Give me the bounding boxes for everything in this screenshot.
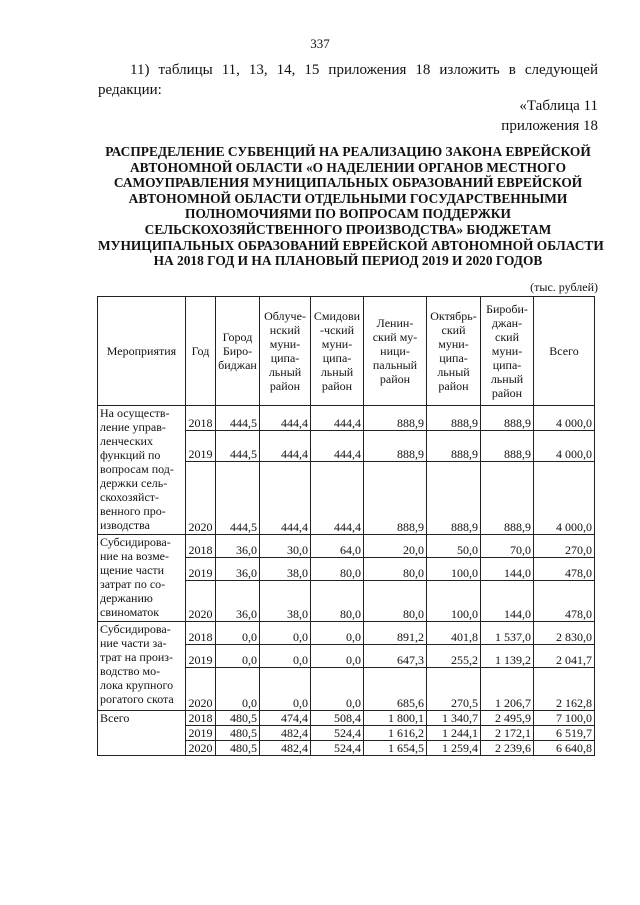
header-smidovichsky: Смидови -чский муни-ципа-льный район [311,297,364,406]
value-cell: 0,0 [260,622,311,645]
header-oktyabrsky: Октябрь-ский муни-ципа-льный район [427,297,481,406]
value-cell: 685,6 [364,668,427,711]
value-cell: 480,5 [216,711,260,726]
header-obluchensky: Облуче-нский муни-ципа-льный район [260,297,311,406]
value-cell: 38,0 [260,558,311,581]
value-cell: 444,4 [311,406,364,431]
value-cell: 1 616,2 [364,726,427,741]
table-row [98,711,595,726]
paragraph-line-2: редакции: [98,82,162,98]
value-cell: 444,4 [311,431,364,462]
table-reference-line-1: «Таблица 11 [519,98,598,114]
year-cell: 2019 [186,645,216,668]
measure-label: Всего [98,711,186,756]
value-cell: 50,0 [427,535,481,558]
value-cell: 30,0 [260,535,311,558]
value-cell: 64,0 [311,535,364,558]
value-cell: 647,3 [364,645,427,668]
value-cell: 524,4 [311,741,364,756]
year-cell: 2020 [186,668,216,711]
header-total: Всего [534,297,595,406]
value-cell: 0,0 [311,668,364,711]
year-cell: 2020 [186,462,216,535]
title-line: НА 2018 ГОД И НА ПЛАНОВЫЙ ПЕРИОД 2019 И 2020 ГОДОВ [153,253,543,269]
value-cell: 36,0 [216,581,260,622]
value-cell: 255,2 [427,645,481,668]
title-line: СЕЛЬСКОХОЗЯЙСТВЕННОГО ПРОИЗВОДСТВА» БЮДЖЕТАМ [144,221,552,237]
value-cell: 888,9 [427,431,481,462]
year-cell: 2018 [186,711,216,726]
value-cell: 80,0 [364,558,427,581]
page-number: 337 [310,36,330,51]
table-row [98,406,595,431]
value-cell: 888,9 [427,462,481,535]
total-cell: 2 830,0 [534,622,595,645]
value-cell: 0,0 [216,668,260,711]
title-line: МУНИЦИПАЛЬНЫХ ОБРАЗОВАНИЙ ЕВРЕЙСКОЙ АВТОНОМНОЙ ОБЛАСТИ [98,237,604,253]
value-cell: 888,9 [481,406,534,431]
title-line: САМОУПРАВЛЕНИЯ МУНИЦИПАЛЬНЫХ ОБРАЗОВАНИЙ ЕВРЕЙСКОЙ [113,175,583,191]
document-title [98,144,604,269]
value-cell: 482,4 [260,726,311,741]
value-cell: 1 206,7 [481,668,534,711]
value-cell: 1 244,1 [427,726,481,741]
value-cell: 144,0 [481,581,534,622]
measure-label: Субсидирова-ние части за-трат на произ-водство мо-лока крупного рогатого скота [98,622,186,711]
total-cell: 7 100,0 [534,711,595,726]
value-cell: 1 340,7 [427,711,481,726]
value-cell: 38,0 [260,581,311,622]
value-cell: 80,0 [311,558,364,581]
value-cell: 100,0 [427,558,481,581]
table-reference [501,96,598,136]
value-cell: 524,4 [311,726,364,741]
value-cell: 480,5 [216,726,260,741]
table-row [98,622,595,645]
title-line: ПОЛНОМОЧИЯМИ ПО ВОПРОСАМ ПОДДЕРЖКИ [185,206,511,222]
subventions-table [97,296,595,756]
value-cell: 20,0 [364,535,427,558]
value-cell: 888,9 [364,431,427,462]
total-cell: 6 640,8 [534,741,595,756]
value-cell: 482,4 [260,741,311,756]
total-cell: 4 000,0 [534,431,595,462]
value-cell: 888,9 [364,406,427,431]
value-cell: 1 259,4 [427,741,481,756]
value-cell: 444,5 [216,462,260,535]
total-cell: 478,0 [534,581,595,622]
total-cell: 478,0 [534,558,595,581]
value-cell: 444,5 [216,406,260,431]
value-cell: 144,0 [481,558,534,581]
value-cell: 444,5 [216,431,260,462]
value-cell: 444,4 [311,462,364,535]
value-cell: 0,0 [311,622,364,645]
year-cell: 2019 [186,558,216,581]
value-cell: 0,0 [216,622,260,645]
value-cell: 36,0 [216,535,260,558]
total-cell: 4 000,0 [534,406,595,431]
header-leninsky: Ленин-ский му-ници-пальный район [364,297,427,406]
year-cell: 2018 [186,535,216,558]
value-cell: 888,9 [481,462,534,535]
value-cell: 70,0 [481,535,534,558]
total-cell: 2 162,8 [534,668,595,711]
value-cell: 36,0 [216,558,260,581]
year-cell: 2019 [186,431,216,462]
header-birobidzhansky: Бироби-джан-ский муни-ципа-льный район [481,297,534,406]
value-cell: 401,8 [427,622,481,645]
table-reference-line-2: приложения 18 [501,118,598,134]
value-cell: 2 495,9 [481,711,534,726]
value-cell: 1 139,2 [481,645,534,668]
value-cell: 0,0 [216,645,260,668]
value-cell: 888,9 [364,462,427,535]
value-cell: 888,9 [427,406,481,431]
year-cell: 2020 [186,741,216,756]
measure-label: На осуществ-ление управ-ленческих функций по вопросам под-держки сель-скохозяйст-венного про-изводства [98,406,186,535]
value-cell: 0,0 [311,645,364,668]
value-cell: 270,5 [427,668,481,711]
header-birobidzhan-city: Город Биро-биджан [216,297,260,406]
value-cell: 2 172,1 [481,726,534,741]
year-cell: 2018 [186,406,216,431]
header-row [98,297,595,406]
table-row [98,535,595,558]
amendment-paragraph [98,60,598,100]
value-cell: 444,4 [260,462,311,535]
value-cell: 1 537,0 [481,622,534,645]
title-line: РАСПРЕДЕЛЕНИЕ СУБВЕНЦИЙ НА РЕАЛИЗАЦИЮ ЗАКОНА ЕВРЕЙСКОЙ [105,144,591,159]
total-cell: 270,0 [534,535,595,558]
value-cell: 80,0 [311,581,364,622]
value-cell: 0,0 [260,668,311,711]
value-cell: 888,9 [481,431,534,462]
total-cell: 4 000,0 [534,462,595,535]
value-cell: 0,0 [260,645,311,668]
year-cell: 2018 [186,622,216,645]
value-cell: 480,5 [216,741,260,756]
value-cell: 1 800,1 [364,711,427,726]
total-cell: 6 519,7 [534,726,595,741]
header-year: Год [186,297,216,406]
value-cell: 444,4 [260,406,311,431]
header-measure: Мероприятия [98,297,186,406]
year-cell: 2019 [186,726,216,741]
value-cell: 1 654,5 [364,741,427,756]
title-line: АВТОНОМНОЙ ОБЛАСТИ «О НАДЕЛЕНИИ ОРГАНОВ МЕСТНОГО [130,159,566,175]
value-cell: 80,0 [364,581,427,622]
value-cell: 508,4 [311,711,364,726]
measure-label: Субсидирова-ние на возме-щение части затрат по со-держанию свиноматок [98,535,186,622]
year-cell: 2020 [186,581,216,622]
units-label: (тыс. рублей) [530,280,598,294]
value-cell: 891,2 [364,622,427,645]
value-cell: 444,4 [260,431,311,462]
value-cell: 2 239,6 [481,741,534,756]
value-cell: 474,4 [260,711,311,726]
title-line: АВТОНОМНОЙ ОБЛАСТИ ОТДЕЛЬНЫМИ ГОСУДАРСТВЕННЫМИ [128,190,568,206]
paragraph-line-1: 11) таблицы 11, 13, 14, 15 приложения 18 изложить в следующей [130,62,598,78]
total-cell: 2 041,7 [534,645,595,668]
value-cell: 100,0 [427,581,481,622]
